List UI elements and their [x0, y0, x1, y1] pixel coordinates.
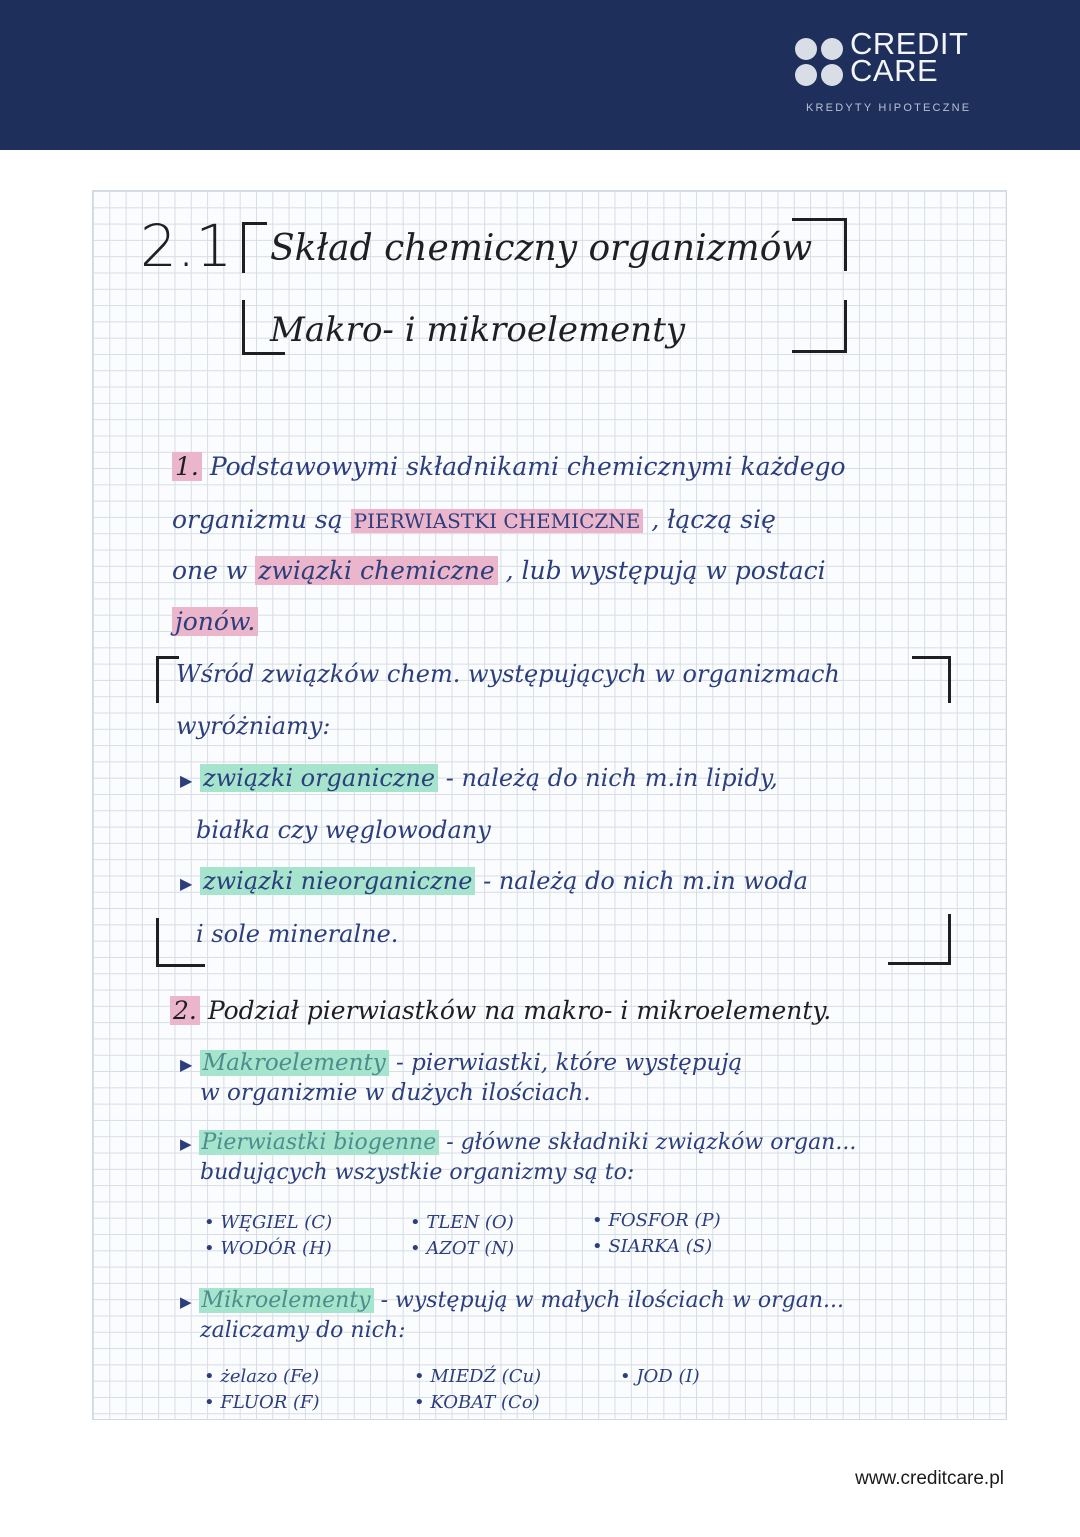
- organic-highlight: związki organiczne: [200, 764, 438, 792]
- logo-line2: CARE: [850, 53, 939, 88]
- bio-term: Pierwiastki biogenne: [199, 1130, 440, 1155]
- bio-element: • SIARKA (S): [592, 1236, 713, 1257]
- mikro-element: • FLUOR (F): [204, 1392, 320, 1413]
- bio-element: • WĘGIEL (C): [204, 1212, 333, 1233]
- title-bracket-top-left: [242, 222, 267, 273]
- arrow-bullet-icon: ▶: [180, 771, 193, 790]
- section2-number: 2.: [170, 996, 200, 1025]
- bio-line2: budujących wszystkie organizmy są to:: [200, 1160, 635, 1185]
- mikro-line2: zaliczamy do nich:: [200, 1318, 406, 1343]
- bio-element: • TLEN (O): [410, 1212, 514, 1233]
- grid-paper: [92, 190, 1007, 1420]
- makro-line1: - pierwiastki, które występują: [396, 1050, 743, 1076]
- title-bracket-bottom-right: [792, 300, 847, 353]
- mikro-row: [180, 1288, 844, 1313]
- bullet-inorganic: [180, 867, 808, 895]
- logo-tagline: KREDYTY HIPOTECZNE: [806, 102, 972, 114]
- arrow-bullet-icon: ▶: [180, 874, 193, 893]
- inorganic-highlight: związki nieorganiczne: [200, 867, 475, 895]
- footer-website-link[interactable]: www.creditcare.pl: [855, 1468, 1004, 1489]
- inorganic-line2: i sole mineralne.: [196, 920, 399, 948]
- organic-rest: - należą do nich m.in lipidy,: [445, 764, 778, 792]
- box-bracket-top-right: [912, 656, 951, 703]
- inorganic-rest: - należą do nich m.in woda: [483, 867, 808, 895]
- bio-row: [180, 1130, 856, 1155]
- section1-line2-post: , łączą się: [651, 505, 776, 534]
- section1-line3-pre: one w: [172, 556, 248, 585]
- section1-line1-pre: Podstawowymi: [209, 452, 399, 481]
- makro-row: [180, 1050, 742, 1076]
- section2-heading-row: [170, 996, 831, 1025]
- logo-line1: CREDIT: [850, 26, 969, 61]
- mikro-element: • KOBAT (Co): [414, 1392, 540, 1413]
- credit-care-logo: [795, 26, 1045, 120]
- mikro-line1: - występują w małych ilościach w organ...: [380, 1288, 844, 1313]
- organic-line2: białka czy węglowodany: [196, 816, 491, 844]
- section1-line4: [172, 607, 258, 636]
- jonow-highlight: jonów.: [172, 607, 258, 636]
- mikro-element: • żelazo (Fe): [204, 1366, 320, 1387]
- mikro-term: Mikroelementy: [199, 1288, 374, 1313]
- arrow-bullet-icon: ▶: [180, 1135, 192, 1153]
- bullet-organic: [180, 764, 778, 792]
- section1-line1: [172, 452, 846, 481]
- section1-number: 1.: [172, 452, 202, 481]
- mikro-element: • JOD (I): [620, 1366, 700, 1387]
- logo-dots-icon: [795, 38, 847, 90]
- box-bracket-bottom-right: [888, 914, 951, 965]
- makro-line2: w organizmie w dużych ilościach.: [200, 1080, 591, 1106]
- title-line1: Skład chemiczny organizmów: [270, 228, 813, 269]
- bio-element: • FOSFOR (P): [592, 1210, 721, 1231]
- logo-wordmark: [850, 26, 969, 88]
- section2-heading: Podział pierwiastków na makro- i mikroelementy.: [207, 996, 832, 1025]
- box-line1: Wśród związków chem. występujących w organizmach: [176, 660, 840, 688]
- pierwiastki-chemiczne-highlight: PIERWIASTKI CHEMICZNE: [351, 509, 644, 533]
- arrow-bullet-icon: ▶: [180, 1055, 193, 1074]
- makro-term: Makroelementy: [200, 1050, 389, 1076]
- mikro-element: • MIEDŹ (Cu): [414, 1366, 542, 1387]
- title-line2: Makro- i mikroelementy: [270, 310, 686, 350]
- section1-line2-pre: organizmu są: [172, 505, 343, 534]
- bio-element: • WODÓR (H): [204, 1238, 332, 1259]
- header-banner: [0, 0, 1080, 150]
- section1-line3-post: , lub występują w postaci: [505, 556, 826, 585]
- zwiazki-chemiczne-highlight: związki chemiczne: [255, 556, 497, 585]
- arrow-bullet-icon: ▶: [180, 1293, 192, 1311]
- box-line2: wyróżniamy:: [176, 712, 331, 740]
- section1-line2: [172, 505, 776, 534]
- bio-element: • AZOT (N): [410, 1238, 515, 1259]
- section1-line1-post: składnikami chemicznymi każdego: [406, 452, 846, 481]
- title-number: 2.1: [140, 212, 233, 280]
- bio-line1: - główne składniki związków organ...: [446, 1130, 857, 1155]
- section1-line3: [172, 556, 826, 585]
